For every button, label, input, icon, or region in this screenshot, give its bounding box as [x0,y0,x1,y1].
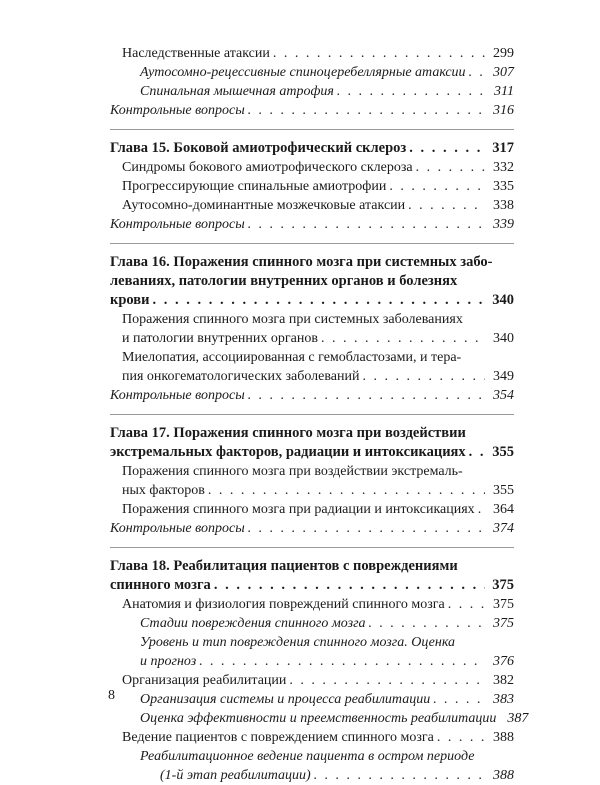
toc-entry [110,728,514,747]
toc-entry-line: Миелопатия, ассоциированная с гемобластозами, и тера- [122,350,462,365]
toc-entry-title: крови [110,292,150,308]
chapter-heading-15 [110,139,514,158]
chapter-divider [110,414,514,415]
toc-entry-title: Оценка эффективности и преемственность реабилитации [140,711,497,726]
toc-entry-line: Уровень и тип повреждения спинного мозга. Оценка [140,635,456,650]
toc-entry-title: и прогноз [140,654,197,669]
toc-entry [110,158,514,177]
toc-entry-title: Поражения спинного мозга при радиации и интоксикациях [122,502,475,517]
toc-entry [110,500,514,519]
toc-entry [110,633,514,671]
chapter-divider [110,243,514,244]
toc-entry [110,310,514,348]
toc-page-number: 340 [493,331,514,346]
toc-entry [110,671,514,690]
toc-page-number: 332 [493,160,514,175]
toc-entry-line: Глава 16. Поражения спинного мозга при системных забо- [110,254,493,270]
toc-entry-line: Глава 17. Поражения спинного мозга при воздействии [110,425,466,441]
page-number: 8 [108,688,115,703]
toc-entry [110,196,514,215]
toc-entry-title: Глава 15. Боковой амиотрофический склероз [110,140,407,156]
toc-entry-title: Синдромы бокового амиотрофического склероза [122,160,413,175]
toc-page-number: 316 [493,103,514,118]
toc-entry [110,595,514,614]
toc-entry-line: Поражения спинного мозга при системных заболеваниях [122,312,463,327]
toc-page-number: 335 [493,179,514,194]
toc-page-number: 375 [493,597,514,612]
toc-entry [110,348,514,386]
toc-entry-line: Глава 18. Реабилитация пациентов с повреждениями [110,558,458,574]
toc-page-number: 339 [493,217,514,232]
toc-entry-line: Поражения спинного мозга при воздействии экстремаль- [122,464,463,479]
toc-entry-title: Контрольные вопросы [110,103,245,118]
toc-entry [110,63,514,82]
toc-entry [110,44,514,63]
toc-entry-line: леваниях, патологии внутренних органов и болезнях [110,273,458,289]
toc-entry-title: Контрольные вопросы [110,217,245,232]
chapter-divider [110,129,514,130]
toc-entry [110,614,514,633]
chapter-divider [110,547,514,548]
toc-entry-title: Организация системы и процесса реабилитации [140,692,431,707]
toc-entry-title: Стадии повреждения спинного мозга [140,616,366,631]
toc-page-number: 376 [493,654,514,669]
toc-entry-title: (1-й этап реабилитации) [160,768,311,783]
toc-entry-title: Контрольные вопросы [110,521,245,536]
toc-page-number: 338 [493,198,514,213]
toc-page-number: 355 [492,444,514,460]
toc-page-number: 375 [492,577,514,593]
toc-entry-title: Прогрессирующие спинальные амиотрофии [122,179,387,194]
toc-page-number: 375 [493,616,514,631]
toc-entry-line: Реабилитационное ведение пациента в остром периоде [140,749,475,764]
toc-entry [110,462,514,500]
toc-entry [110,101,514,120]
toc-entry-title: спинного мозга [110,577,211,593]
toc-page-number: 387 [507,711,529,726]
toc-page-number: 364 [493,502,514,517]
chapter-heading-17 [110,424,514,462]
toc-entry [110,709,529,728]
toc-entry [110,177,514,196]
toc-entry-title: Организация реабилитации [122,673,287,688]
toc-entry-title: Контрольные вопросы [110,388,245,403]
toc-page-number: 388 [493,768,514,783]
toc-entry-title: Ведение пациентов с повреждением спинного мозга [122,730,434,745]
toc-page-number: 388 [493,730,514,745]
toc-page-number: 311 [494,84,514,99]
toc-page-number: 299 [493,46,514,61]
toc-entry [110,519,514,538]
toc-entry-title: экстремальных факторов, радиации и интоксикациях [110,444,466,460]
toc-page-number: 383 [493,692,514,707]
toc-entry-title: Наследственные атаксии [122,46,270,61]
toc-entry-title: ных факторов [122,483,205,498]
toc-page-number: 354 [493,388,514,403]
toc-page-number: 374 [493,521,514,536]
toc-entry-title: пия онкогематологических заболеваний [122,369,360,384]
toc-entry [110,215,514,234]
toc-page-number: 355 [493,483,514,498]
toc-entry-title: Анатомия и физиология повреждений спинного мозга [122,597,445,612]
toc-entry-title: Спинальная мышечная атрофия [140,84,334,99]
toc-entry [110,747,514,785]
toc-entry [110,82,514,101]
toc-page-number: 317 [492,140,514,156]
toc-page-number: 307 [493,65,514,80]
toc-entry [110,690,514,709]
toc-page-number: 382 [493,673,514,688]
toc-entry-title: Аутосомно-доминантные мозжечковые атаксии [122,198,406,213]
table-of-contents [110,44,529,785]
chapter-heading-16 [110,253,514,310]
toc-page-number: 340 [492,292,514,308]
toc-page-number: 349 [493,369,514,384]
toc-entry-title: и патологии внутренних органов [122,331,318,346]
chapter-heading-18 [110,557,514,595]
toc-entry [110,386,514,405]
toc-entry-title: Аутосомно-рецессивные спиноцеребеллярные атаксии [140,65,466,80]
